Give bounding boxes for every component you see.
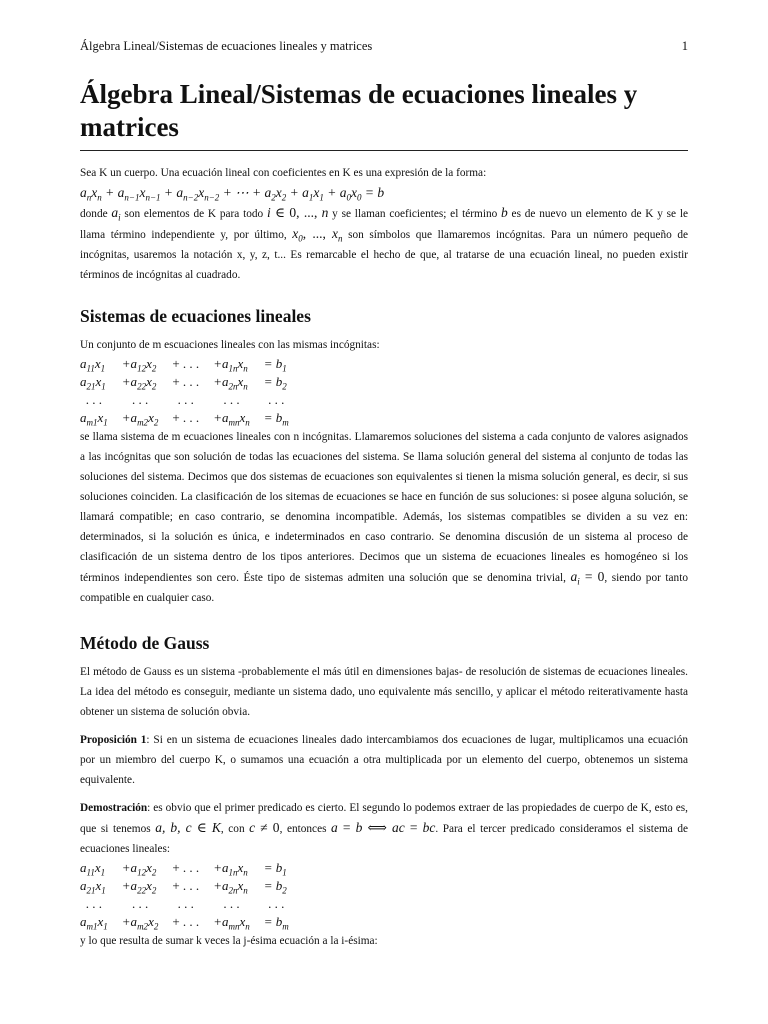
intro-paragraph-1: Sea K un cuerpo. Una ecuación lineal con coeficientes en K es una expresión de la forma: [80,167,487,179]
gauss-paragraph-1: El método de Gauss es un sistema -probablemente el más útil en dimensiones bajas- de resolución de sistemas de ecuaciones lineales. La idea del método es conseguir, mediante un sistema dado, uno equivalente más sencillo, y aplicar el método reiterativamente hasta obtener un sistema de solución obvia. [80,666,688,718]
page-number: 1 [681,39,688,53]
article-body [80,78,688,951]
sistemas-paragraph-1: Un conjunto de m escuaciones lineales con las mismas incógnitas: [80,339,380,351]
equation-system-1: $a_{11}x_1$ $+a_{12}x_2$ + . . . $+a_{1n}x_n$ = $b_1$ $a_{21}x_1$ $+a_{22}x_2$ + . . . $+a_{2n}x_n$ = $b_2$ . . . . . . . . . . . . . . . $a_{m1}x_1$ $+a_{m2}x_2$ + . . . $+a_{mn}x_n$ = $b_m$ [80,356,289,428]
page-title: Álgebra Lineal/Sistemas de ecuaciones lineales y matrices [80,78,688,151]
intro-text-b: son elementos de K para todo [120,208,267,220]
intro-text-d: es de nuevo un elemento de K y se le llama término independiente y, por último, [80,208,688,241]
demo-text-a: : es obvio que el primer predicado es cierto. El segundo lo podemos extraer de las propiedades de cuerpo de K, esto es, que si tenemos [80,802,688,835]
gauss-paragraph-last: y lo que resulta de sumar k veces la j-ésima ecuación a la i-ésima: [80,935,378,947]
intro-text-a: donde [80,208,112,220]
sistemas-paragraph-2 [80,427,688,608]
section-heading-gauss: Método de Gauss [80,633,210,653]
sistemas-text-a: se llama sistema de m ecuaciones lineales con n incógnitas. Llamaremos soluciones del sistema a cada conjunto de valores asignados a las incógnitas que son solución de todas las ecuaciones del sistema. Se llama solución general del sistema al conjunto de todas las soluciones del sistema. Decimos que dos sistemas de ecuaciones son equivalentes si tienen la misma solución general, es decir, si sus soluciones coinciden. La clasificación de los sitemas de ecuaciones se hace en función de sus soluciones: si posee alguna solución, se llamará compatible; en caso contrario, se denomina incompatible. Además, los sistemas compatibles se dividen a su vez en: determinados, si la solución es única, e indeterminados en caso contrario. Se denomina discusión de un sistema al proceso de clasificación de un sistema dentro de los tipos anteriores. Decimos que un sistema de ecuaciones lineales es homogéneo si los términos independientes son cero. Éste tipo de sistemas admiten una solución que se denomina trivial, [80,431,688,584]
formula-ai-zero: $a_i = 0$ [570,569,605,587]
intro-text-e: son símbolos que llamaremos incógnitas. Para un número pequeño de incógnitas, usaremos la notación x, y, z, t... Es remarcable el hecho de que, al tratarse de una ecuación lineal, no pueden existir términos de incógnitas al cuadrado. [80,229,688,281]
formula-equivalence: a = b ⟺ ac = bc [331,820,436,835]
equation-system-2: $a_{11}x_1$ $+a_{12}x_2$ + . . . $+a_{1n}x_n$ = $b_1$ $a_{21}x_1$ $+a_{22}x_2$ + . . . $+a_{2n}x_n$ = $b_2$ . . . . . . . . . . . . . . . $a_{m1}x_1$ $+a_{m2}x_2$ + . . . $+a_{mn}x_n$ = $b_m$ [80,860,289,932]
section-heading-sistemas: Sistemas de ecuaciones lineales [80,306,311,326]
intro-paragraph-2 [80,203,688,285]
formula-ai: $a_i$ [111,205,121,223]
demo-text-d: . Para el tercer predicado consideramos el sistema de ecuaciones lineales: [80,823,688,855]
linear-equation-formula: $a_nx_n + a_{n-1}x_{n-1} + a_{n-2}x_{n-2}$ + ⋯ + $a_2x_2 + a_1x_1 + a_0x_0 = b$ [80,185,385,203]
running-title: Álgebra Lineal/Sistemas de ecuaciones lineales y matrices [80,39,373,53]
formula-abc-in-k: a, b, c ∈ K [155,820,221,835]
demonstration [80,798,688,859]
formula-x-range: $x_0$, ..., $x_n$ [292,226,343,244]
demo-text-b: , con [220,823,250,835]
demo-text-c: , entonces [279,823,332,835]
formula-c-nonzero: c ≠ 0 [249,820,280,835]
running-header [80,38,688,54]
proposition-label: Proposición 1 [80,734,147,746]
formula-i-range: i ∈ 0, ..., n [266,205,329,220]
proposition-1 [80,730,688,790]
proposition-text: : Si en un sistema de ecuaciones lineales dado intercambiamos dos ecuaciones de lugar, multiplicamos una ecuación por un miembro del cuerpo K, o sumamos una ecuación a otra multiplicada por un elemento del cuerpo, obtenemos un sistema equivalente. [80,734,688,786]
formula-b: b [501,205,508,220]
sistemas-text-b: , siendo por tanto compatible en cualquier caso. [80,572,688,604]
intro-text-c: y se llaman coeficientes; el término [328,208,502,220]
demonstration-label: Demostración [80,802,148,814]
